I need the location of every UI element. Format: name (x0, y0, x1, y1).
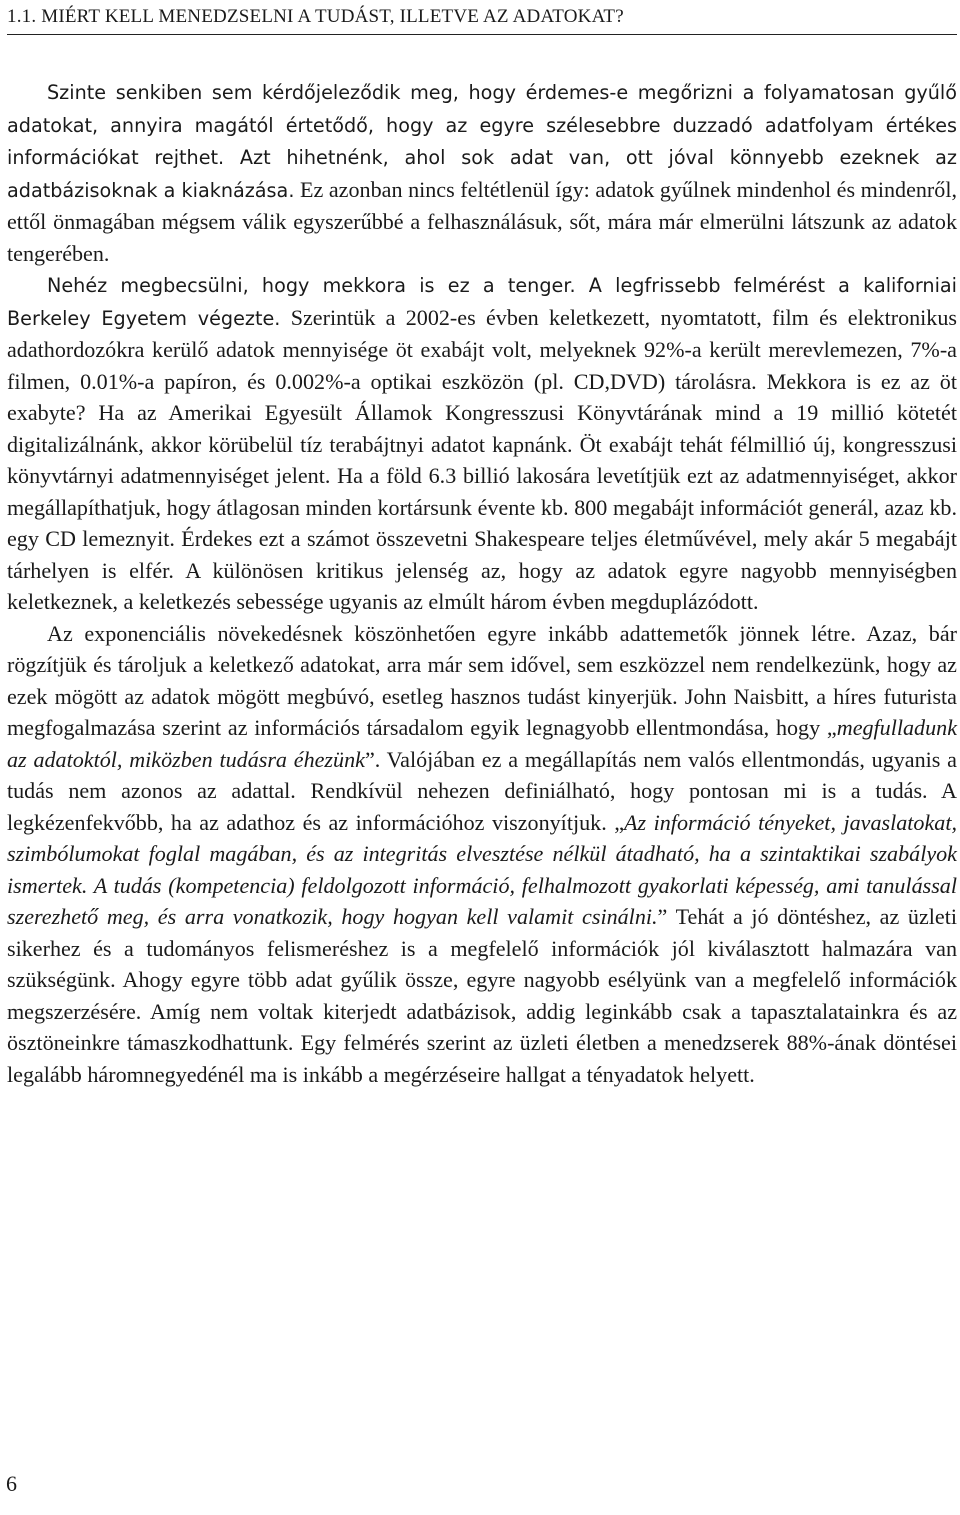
paragraph-1-text: Ez azonban nincs feltétlenül így: adatok gyűlnek mindenhol és mindenről, ettől önmagában mégsem válik egyszerűbbé a felhasználásuk, sőt, mára már elmerülni látszunk az adatok tengerében. (7, 176, 957, 266)
paragraph-2-text: Szerintük a 2002-es évben keletkezett, nyomtatott, film és elektronikus adathordozókra kerülő adatok mennyisége öt exabájt volt, melyeknek 92%-a került merevlemezen, 7%-a filmen, 0.01%-a papíron, és 0.002%-a optikai eszközön (pl. CD,DVD) tárolásra. Mekkora is ez az öt exabyte? Ha az Amerikai Egyesült Államok Kongresszusi Könyvtárának mind a 19 millió kötetét digitalizálnánk, akkor körübelül tíz terabájtnyi adatot kapnánk. Öt exabájt tehát félmillió új, kongresszusi könyvtárnyi adatmennyiséget jelent. Ha a föld 6.3 billió lakosára levetítjük ezt az adatmennyiséget, akkor megállapíthatjuk, hogy átlagosan minden kortársunk évente kb. 800 megabájt információt generál, azaz kb. egy CD lemeznyit. Érdekes ezt a számot összevetni Shakespeare teljes életművével, mely akár 5 megabájt tárhelyen is elfér. A különösen kritikus jelenség az, hogy az adatok egyre nagyobb mennyiségben keletkeznek, a keletkezés sebessége ugyanis az elmúlt három évben megduplázódott. (7, 304, 958, 614)
paragraph-3 (7, 618, 957, 1091)
paragraph-3-text-a: Az exponenciális növekedésnek köszönhetően egyre inkább adattemetők jönnek létre. Azaz, bár rögzítjük és tároljuk a keletkező adatokat, arra már sem idővel, sem eszközzel nem rendelkezünk, hogy az ezek mögött az adatok mögött megbúvó, esetleg hasznos tudást kinyerjük. John Naisbitt, a híres futurista megfogalmazása szerint az információs társadalom egyik legnagyobb ellentmondása, hogy „ (7, 620, 957, 740)
paragraph-3-text-c: ” Tehát a jó döntéshez, az üzleti sikerhez és a tudományos felismeréshez is a megfelelő információk jól kiválasztott halmazára van szükségünk. Ahogy egyre több adat gyűlik össze, egyre nagyobb esélyünk van a megfelelő információk megszerzésére. Amíg nem voltak kiterjedt adatbázisok, addig leginkább csak a tapasztalatainkra és az ösztöneinkre támaszkodhattunk. Egy felmérés szerint az üzleti életben a menedzserek 88%-ának döntései legalább háromnegyedénél ma is inkább a megérzéseire hallgat a tényadatok helyett. (7, 904, 957, 1087)
paragraph-2 (7, 269, 957, 618)
paragraph-3-text-b: ”. Valójában ez a megállapítás nem valós ellentmondás, ugyanis a tudás nem azonos az adattal. Rendkívül nehezen definiálható, hogy pontosan mi is a tudás. A legkézenfekvőbb, ha az adathoz és az információhoz viszonyítjuk. „ (7, 746, 957, 835)
paragraph-1 (7, 76, 957, 269)
paragraph-2-sans-text: Nehéz megbecsülni, hogy mekkora is ez a tenger. A legfrissebb felmérést a kaliforniai Berkeley Egyetem végezte. (7, 274, 957, 330)
naisbitt-quote: megfulladunk az adatoktól, miközben tudásra éhezünk (7, 715, 957, 772)
running-header: 1.1. MIÉRT KELL MENEDZSELNI A TUDÁST, ILLETVE AZ ADATOKAT? (7, 6, 624, 27)
paragraph-1-sans-text: Szinte senkiben sem kérdőjeleződik meg, hogy érdemes-e megőrizni a folyamatosan gyűlő adatokat, annyira magától értetődő, hogy az egyre szélesebbre duzzadó adatfolyam értékes információkat rejthet. Azt hihetnénk, ahol sok adat van, ott jóval könnyebb ezeknek az adatbázisoknak a kiaknázása. (7, 81, 957, 202)
header-rule (7, 34, 957, 35)
knowledge-definition-quote: Az információ tényeket, javaslatokat, szimbólumokat foglal magában, és az integritás elvesztése nélkül átadható, ha a szintaktikai szabályok ismertek. A tudás (kompetencia) feldolgozott információ, felhalmozott gyakorlati képesség, ami tanulással szerezhető meg, és arra vonatkozik, hogy hogyan kell valamit csinálni. (7, 809, 957, 929)
page-number: 6 (6, 1471, 17, 1496)
body-text (7, 76, 957, 1090)
